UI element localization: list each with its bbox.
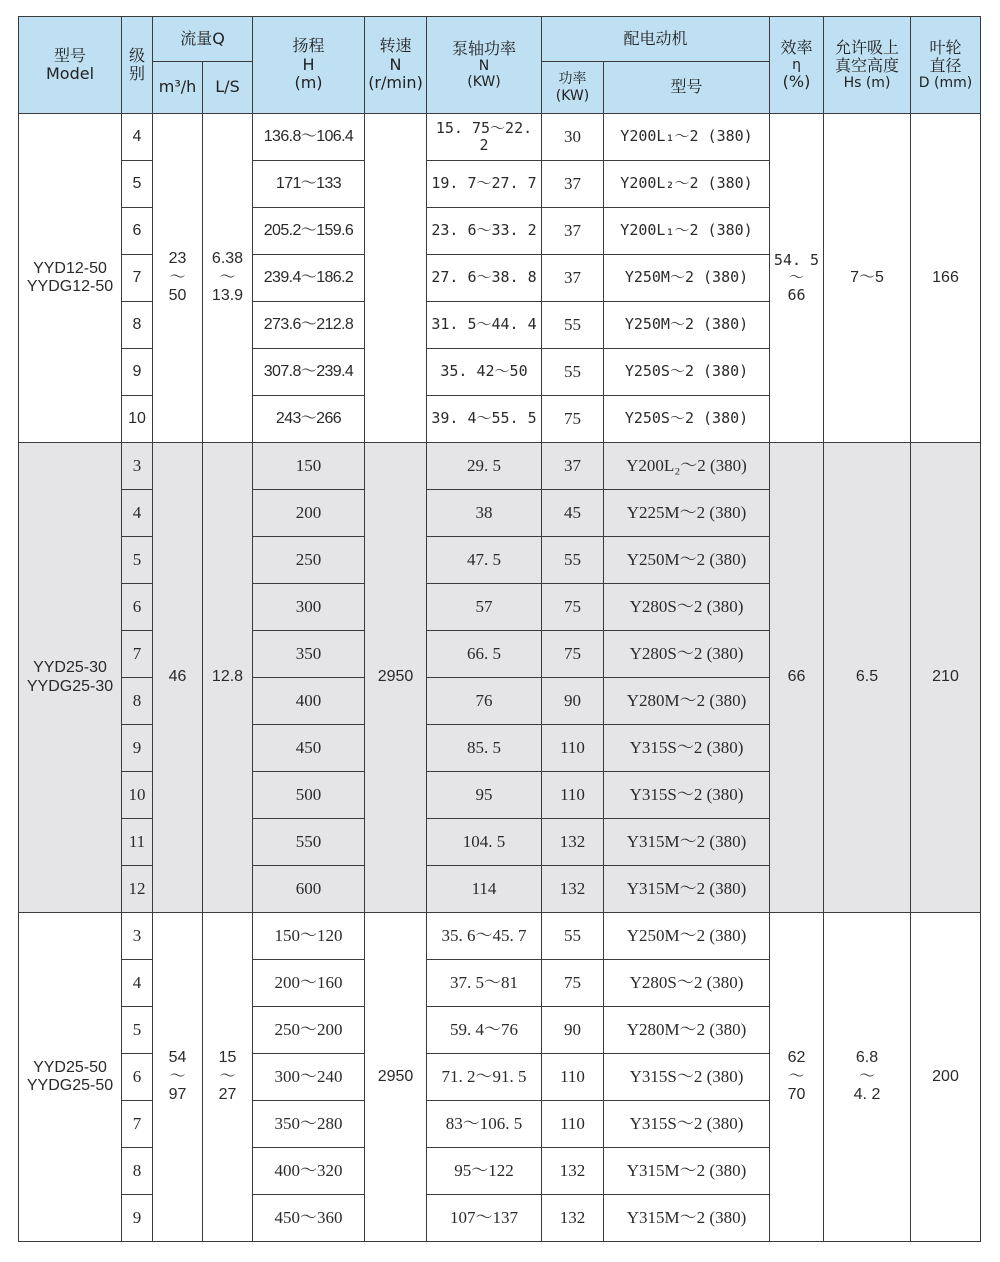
flow-ls-cell-line: ～ (219, 268, 236, 286)
stage-cell: 9 (122, 349, 153, 396)
motor-power-cell: 55 (542, 537, 604, 584)
motor-power-cell: 132 (542, 819, 604, 866)
suction-height-cell-line: 6.8 (855, 1049, 879, 1067)
motor-model-cell: Y200L₂～2 (380) (604, 443, 770, 490)
suction-height-cell (824, 114, 911, 443)
flow-m3h-cell-line: ～ (169, 1067, 186, 1085)
motor-power-cell: 75 (542, 396, 604, 443)
stage-cell: 8 (122, 678, 153, 725)
motor-model-cell: Y315M～2 (380) (604, 1195, 770, 1242)
efficiency-cell-line: 66 (787, 285, 806, 304)
flow-ls-cell (203, 913, 253, 1242)
shaft-power-cell: 95～122 (427, 1148, 542, 1195)
efficiency-cell (770, 443, 824, 913)
shaft-power-cell: 19. 7～27. 7 (427, 161, 542, 208)
head-cell: 200～160 (253, 960, 365, 1007)
motor-power-cell: 110 (542, 1101, 604, 1148)
header-motor-model: 型号 (604, 62, 770, 114)
model-cell-line: YYD12-50 (33, 259, 107, 277)
model-cell-line: YYDG25-50 (26, 1077, 114, 1094)
head-cell: 400 (253, 678, 365, 725)
head-cell: 150～120 (253, 913, 365, 960)
motor-power-cell: 132 (542, 1195, 604, 1242)
model-cell (19, 114, 122, 443)
stage-cell: 9 (122, 725, 153, 772)
header-motor: 配电动机 (542, 17, 770, 62)
flow-ls-cell-line: 15 (218, 1049, 237, 1067)
flow-m3h-cell-line: 23 (168, 250, 187, 268)
motor-power-cell: 90 (542, 678, 604, 725)
motor-power-cell: 37 (542, 208, 604, 255)
motor-power-cell: 132 (542, 1148, 604, 1195)
shaft-power-cell: 71. 2～91. 5 (427, 1054, 542, 1101)
suction-height-cell-line: 7～5 (850, 268, 884, 286)
speed-cell (365, 443, 427, 913)
stage-cell: 10 (122, 396, 153, 443)
stage-cell: 10 (122, 772, 153, 819)
head-cell: 400～320 (253, 1148, 365, 1195)
motor-model-cell: Y280S～2 (380) (604, 631, 770, 678)
head-cell: 136.8～106.4 (253, 114, 365, 161)
flow-ls-cell-line: ～ (219, 1067, 236, 1085)
head-cell: 273.6～212.8 (253, 302, 365, 349)
head-cell: 250～200 (253, 1007, 365, 1054)
shaft-power-cell: 107～137 (427, 1195, 542, 1242)
header-suction-height: 允许吸上 真空高度 Hs (m) (824, 17, 911, 114)
motor-power-cell: 75 (542, 631, 604, 678)
motor-model-cell: Y250M～2 (380) (604, 537, 770, 584)
shaft-power-cell: 31. 5～44. 4 (427, 302, 542, 349)
header-flow-ls: L/S (203, 62, 253, 114)
stage-cell: 5 (122, 1007, 153, 1054)
motor-power-cell: 45 (542, 490, 604, 537)
motor-model-cell: Y200L₂～2 (380) (604, 161, 770, 208)
stage-cell: 9 (122, 1195, 153, 1242)
stage-cell: 6 (122, 584, 153, 631)
model-cell (19, 913, 122, 1242)
impeller-diameter-cell: 200 (911, 913, 981, 1242)
shaft-power-cell: 35. 6～45. 7 (427, 913, 542, 960)
impeller-diameter-cell: 210 (911, 443, 981, 913)
head-cell: 243～266 (253, 396, 365, 443)
flow-ls-cell (203, 114, 253, 443)
motor-model-cell: Y280M～2 (380) (604, 678, 770, 725)
motor-model-cell: Y250M～2 (380) (604, 913, 770, 960)
shaft-power-cell: 85. 5 (427, 725, 542, 772)
motor-power-cell: 37 (542, 161, 604, 208)
motor-power-cell: 30 (542, 114, 604, 161)
speed-cell (365, 114, 427, 443)
model-cell (19, 443, 122, 913)
header-efficiency: 效率 η (%) (770, 17, 824, 114)
motor-model-cell: Y315S～2 (380) (604, 772, 770, 819)
shaft-power-cell: 76 (427, 678, 542, 725)
flow-m3h-cell-line: 50 (168, 287, 187, 305)
shaft-power-cell: 27. 6～38. 8 (427, 255, 542, 302)
motor-model-cell: Y315S～2 (380) (604, 1101, 770, 1148)
stage-cell: 5 (122, 161, 153, 208)
head-cell: 450 (253, 725, 365, 772)
motor-power-cell: 75 (542, 584, 604, 631)
stage-cell: 4 (122, 490, 153, 537)
model-cell-line: YYD25-30 (33, 659, 107, 677)
motor-model-cell: Y315M～2 (380) (604, 819, 770, 866)
shaft-power-cell: 57 (427, 584, 542, 631)
motor-model-cell: Y280M～2 (380) (604, 1007, 770, 1054)
header-speed: 转速 N (r/min) (365, 17, 427, 114)
head-cell: 300～240 (253, 1054, 365, 1101)
motor-model-cell: Y315S～2 (380) (604, 1054, 770, 1101)
shaft-power-cell: 23. 6～33. 2 (427, 208, 542, 255)
head-cell: 171～133 (253, 161, 365, 208)
impeller-diameter-cell: 166 (911, 114, 981, 443)
shaft-power-cell: 47. 5 (427, 537, 542, 584)
suction-height-cell-line: 6.5 (855, 668, 879, 686)
efficiency-cell (770, 114, 824, 443)
stage-cell: 7 (122, 1101, 153, 1148)
speed-cell-line: 2950 (377, 1067, 414, 1085)
shaft-power-cell: 37. 5～81 (427, 960, 542, 1007)
suction-height-cell (824, 913, 911, 1242)
head-cell: 500 (253, 772, 365, 819)
stage-cell: 4 (122, 114, 153, 161)
flow-ls-cell-line: 6.38 (211, 250, 244, 268)
motor-power-cell: 75 (542, 960, 604, 1007)
pump-spec-table (18, 16, 981, 1242)
efficiency-cell-line: 54. 5 (773, 251, 820, 270)
motor-model-cell: Y250M～2 (380) (604, 255, 770, 302)
shaft-power-cell: 35. 42～50 (427, 349, 542, 396)
table-header (19, 17, 981, 114)
head-cell: 250 (253, 537, 365, 584)
motor-model-cell: Y250M～2 (380) (604, 302, 770, 349)
efficiency-cell-line: 62 (787, 1049, 806, 1067)
head-cell: 300 (253, 584, 365, 631)
motor-model-cell: Y250S～2 (380) (604, 349, 770, 396)
motor-power-cell: 55 (542, 349, 604, 396)
stage-cell: 7 (122, 255, 153, 302)
efficiency-cell (770, 913, 824, 1242)
stage-cell: 7 (122, 631, 153, 678)
shaft-power-cell: 29. 5 (427, 443, 542, 490)
table-body (19, 114, 981, 1242)
motor-model-cell: Y200L₁～2 (380) (604, 208, 770, 255)
motor-model-cell: Y250S～2 (380) (604, 396, 770, 443)
motor-power-cell: 110 (542, 772, 604, 819)
head-cell: 150 (253, 443, 365, 490)
header-head: 扬程 H (m) (253, 17, 365, 114)
model-cell-line: YYDG12-50 (26, 278, 114, 295)
motor-model-cell: Y200L₁～2 (380) (604, 114, 770, 161)
motor-model-cell: Y315S～2 (380) (604, 725, 770, 772)
stage-cell: 12 (122, 866, 153, 913)
suction-height-cell-line: 4. 2 (853, 1086, 881, 1104)
stage-cell: 5 (122, 537, 153, 584)
stage-cell: 3 (122, 913, 153, 960)
stage-cell: 4 (122, 960, 153, 1007)
motor-power-cell: 55 (542, 913, 604, 960)
efficiency-cell-line: 66 (787, 668, 806, 686)
flow-m3h-cell (153, 443, 203, 913)
shaft-power-cell: 95 (427, 772, 542, 819)
flow-m3h-cell-line: 97 (168, 1086, 187, 1104)
header-motor-power: 功率 (KW) (542, 62, 604, 114)
suction-height-cell-line: ～ (858, 1067, 875, 1085)
flow-ls-cell-line: 13.9 (211, 287, 244, 305)
table-row (19, 443, 981, 490)
head-cell: 205.2～159.6 (253, 208, 365, 255)
motor-power-cell: 55 (542, 302, 604, 349)
efficiency-cell-line: ～ (788, 1067, 805, 1085)
motor-model-cell: Y315M～2 (380) (604, 866, 770, 913)
flow-m3h-cell (153, 114, 203, 443)
flow-m3h-cell-line: ～ (169, 268, 186, 286)
shaft-power-cell: 66. 5 (427, 631, 542, 678)
suction-height-cell (824, 443, 911, 913)
stage-cell: 6 (122, 1054, 153, 1101)
motor-power-cell: 37 (542, 443, 604, 490)
efficiency-cell-line: 70 (787, 1086, 806, 1104)
stage-cell: 11 (122, 819, 153, 866)
shaft-power-cell: 83～106. 5 (427, 1101, 542, 1148)
head-cell: 450～360 (253, 1195, 365, 1242)
header-flow: 流量Q (153, 17, 253, 62)
stage-cell: 6 (122, 208, 153, 255)
motor-power-cell: 132 (542, 866, 604, 913)
header-stage: 级别 (122, 17, 153, 114)
header-impeller-diameter: 叶轮 直径 D (mm) (911, 17, 981, 114)
shaft-power-cell: 114 (427, 866, 542, 913)
motor-model-cell: Y280S～2 (380) (604, 584, 770, 631)
shaft-power-cell: 38 (427, 490, 542, 537)
head-cell: 600 (253, 866, 365, 913)
speed-cell (365, 913, 427, 1242)
motor-power-cell: 110 (542, 725, 604, 772)
shaft-power-cell: 39. 4～55. 5 (427, 396, 542, 443)
pump-spec-sheet (18, 16, 981, 1242)
header-model: 型号 Model (19, 17, 122, 114)
table-row (19, 114, 981, 161)
flow-ls-cell-line: 27 (218, 1086, 237, 1104)
header-flow-m3h: m³/h (153, 62, 203, 114)
model-cell-line: YYDG25-30 (26, 677, 114, 695)
head-cell: 350 (253, 631, 365, 678)
head-cell: 200 (253, 490, 365, 537)
motor-model-cell: Y280S～2 (380) (604, 960, 770, 1007)
head-cell: 307.8～239.4 (253, 349, 365, 396)
motor-model-cell: Y225M～2 (380) (604, 490, 770, 537)
flow-m3h-cell-line: 46 (168, 668, 187, 686)
motor-power-cell: 90 (542, 1007, 604, 1054)
flow-ls-cell (203, 443, 253, 913)
shaft-power-cell: 104. 5 (427, 819, 542, 866)
shaft-power-cell: 15. 75～22. 2 (427, 114, 542, 161)
header-shaft-power: 泵轴功率 N (KW) (427, 17, 542, 114)
motor-power-cell: 110 (542, 1054, 604, 1101)
model-cell-line: YYD25-50 (33, 1058, 107, 1076)
motor-model-cell: Y315M～2 (380) (604, 1148, 770, 1195)
head-cell: 550 (253, 819, 365, 866)
flow-m3h-cell-line: 54 (168, 1049, 187, 1067)
stage-cell: 8 (122, 302, 153, 349)
motor-power-cell: 37 (542, 255, 604, 302)
stage-cell: 3 (122, 443, 153, 490)
head-cell: 350～280 (253, 1101, 365, 1148)
shaft-power-cell: 59. 4～76 (427, 1007, 542, 1054)
stage-cell: 8 (122, 1148, 153, 1195)
efficiency-cell-line: ～ (788, 268, 804, 287)
flow-m3h-cell (153, 913, 203, 1242)
speed-cell-line: 2950 (377, 668, 414, 686)
flow-ls-cell-line: 12.8 (211, 668, 244, 686)
table-row (19, 913, 981, 960)
head-cell: 239.4～186.2 (253, 255, 365, 302)
